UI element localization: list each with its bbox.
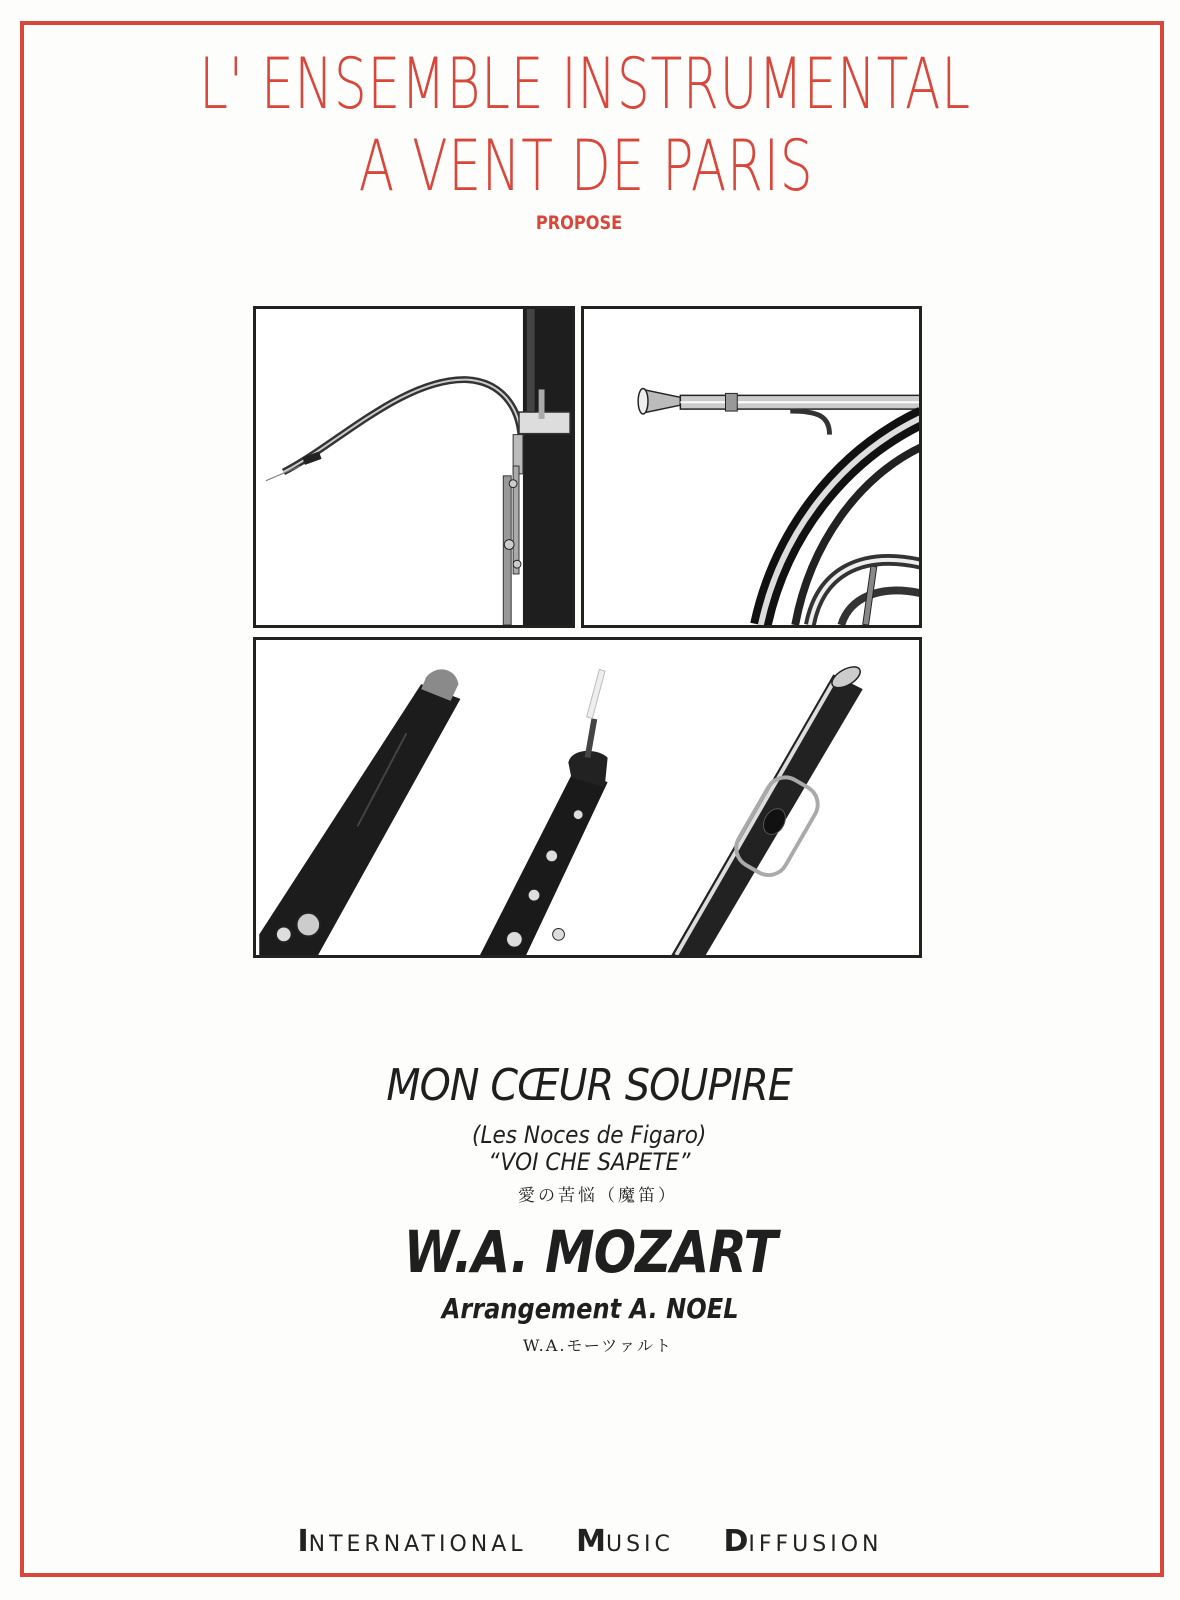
publisher-name [0, 1524, 1180, 1559]
bassoon-illustration [256, 309, 572, 625]
ensemble-title-line1: L' ENSEMBLE INSTRUMENTAL [199, 43, 971, 125]
french-horn-photo [581, 306, 922, 628]
opera-name: (Les Noces de Figaro) [472, 1121, 707, 1149]
piece-title: MON CŒUR SOUPIRE [386, 1060, 793, 1111]
woodwinds-illustration [256, 640, 919, 955]
japanese-title: 愛の苦悩（魔笛） [518, 1186, 678, 1206]
french-horn-illustration [584, 309, 919, 625]
japanese-composer-name: W.A.モーツァルト [523, 1336, 673, 1355]
publisher-word-music: MUSIC [576, 1524, 674, 1559]
publisher-word-diffusion: DIFFUSION [723, 1524, 883, 1559]
propose-label: PROPOSE [535, 212, 623, 234]
ensemble-title-line2: A VENT DE PARIS [358, 125, 814, 207]
publisher-word-international: INTERNATIONAL [297, 1524, 527, 1559]
aria-name: “VOI CHE SAPETE” [488, 1148, 691, 1176]
bassoon-photo [253, 306, 575, 628]
composer-name: W.A. MOZART [403, 1218, 777, 1286]
woodwinds-photo [253, 637, 922, 958]
arranger-credit: Arrangement A. NOEL [441, 1292, 739, 1325]
